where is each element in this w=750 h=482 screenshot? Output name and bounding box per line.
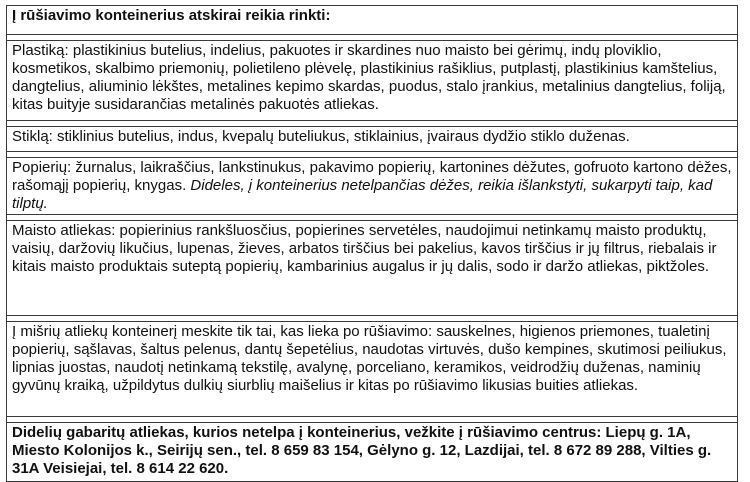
glass-section: Stiklą: stiklinius butelius, indus, kvepalų buteliukus, stiklainius, įvairaus dydžio stiklo duženas. (6, 126, 738, 152)
table-header: Į rūšiavimo konteinerius atskirai reikia rinkti: (6, 5, 738, 35)
bulky-waste-section: Didelių gabaritų atliekas, kurios netelpa į konteinerius, vežkite į rūšiavimo centrus: Liepų g. 1A, Miesto Kolonijos k., Seirijų sen., tel. 8 659 83 154, Gėlyno g. 12, Lazdijai, tel. 8 672 89 288, Vilties g. 31A Veisiejai, tel. 8 614 22 620. (6, 422, 738, 482)
sorting-instructions-table (6, 5, 738, 482)
paper-section (6, 157, 738, 215)
mixed-waste-section: Į mišrių atliekų konteinerį meskite tik tai, kas lieka po rūšiavimo: sauskelnes, higienos priemones, tualetinį popierių, sąšlavas, šaltus pelenus, dantų šepetėlius, naudotas virtuvės, dušo kempines, skutimosi peiliukus, lipnias juostas, naudotį netinkamą tekstilę, avalynę, porceliano, keramikos, veidrodžių duženas, naminių gyvūnų kraiką, užpildytus dulkių siurblių maišelius ir kitas po rūšiavimo likusias buities atliekas. (6, 321, 738, 417)
plastic-section: Plastiką: plastikinius butelius, indelius, pakuotes ir skardines nuo maisto bei gėrimų, indų ploviklio, kosmetikos, skalbimo priemonių, polietileno plėvelę, plastikinius rašiklius, putplastį, plastikinius kamštelius, dangtelius, aliuminio lėkštes, metalines kepimo skardas, puodus, stalo įrankius, metalinius dangtelius, foliją, kitas buityje susidarančias metalinės pakuotės atliekas. (6, 40, 738, 121)
paper-text: Popierių: žurnalus, laikraščius, lankstinukus, pakavimo popierių, kartonines dėžutes, gofruoto kartono dėžes, rašomąjį popierių, knygas. (12, 159, 732, 194)
paper-note: Dideles, į konteinerius netelpančias dėžes, reikia išlankstyti, sukarpyti taip, kad tilptų. (12, 177, 713, 212)
food-waste-section: Maisto atliekas: popierinius rankšluosčius, popierines servetėles, naudojimui netinkamų maisto produktų, vaisių, daržovių likučius, lupenas, žieves, arbatos tirščius bei pakelius, kavos tirščius ir jų filtrus, riebalais ir kitais maisto produktais suteptą popierių, kambarinius augalus ir jų dalis, sodo ir daržo atliekas, piktžoles. (6, 220, 738, 316)
